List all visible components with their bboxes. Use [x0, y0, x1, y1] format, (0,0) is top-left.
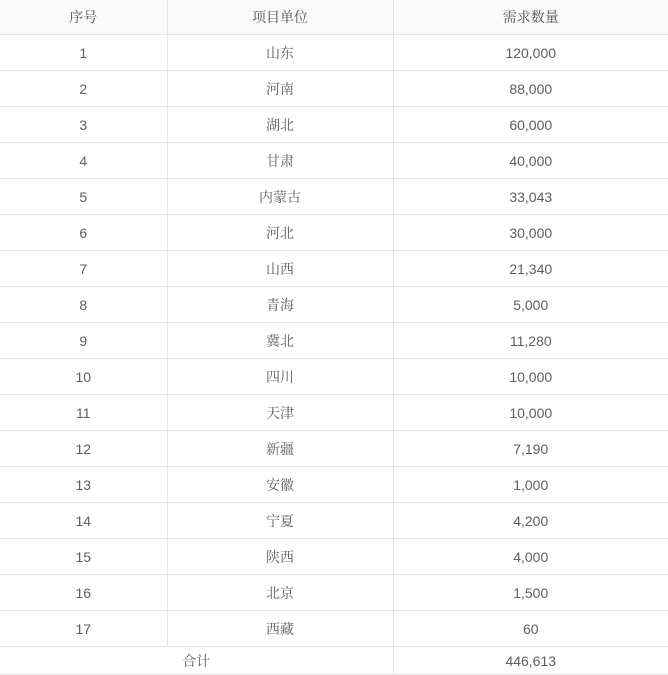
column-header-unit: 项目单位: [167, 0, 393, 35]
demand-quantity-cell: 10,000: [393, 359, 668, 395]
demand-quantity-cell: 30,000: [393, 215, 668, 251]
table-footer: [0, 647, 668, 675]
total-row: [0, 647, 668, 675]
row-index-cell: 9: [0, 323, 167, 359]
project-unit-cell: 山西: [167, 251, 393, 287]
header-row: [0, 0, 668, 35]
demand-quantity-cell: 60: [393, 611, 668, 647]
demand-quantity-cell: 4,200: [393, 503, 668, 539]
table-row: [0, 467, 668, 503]
row-index-cell: 3: [0, 107, 167, 143]
row-index-cell: 13: [0, 467, 167, 503]
project-unit-cell: 山东: [167, 35, 393, 71]
row-index-cell: 16: [0, 575, 167, 611]
table-row: [0, 251, 668, 287]
table-row: [0, 431, 668, 467]
demand-quantity-cell: 10,000: [393, 395, 668, 431]
table-row: [0, 395, 668, 431]
row-index-cell: 4: [0, 143, 167, 179]
row-index-cell: 7: [0, 251, 167, 287]
demand-quantity-cell: 5,000: [393, 287, 668, 323]
table-header: [0, 0, 668, 35]
table-row: [0, 215, 668, 251]
table-row: [0, 611, 668, 647]
demand-quantity-cell: 21,340: [393, 251, 668, 287]
demand-quantity-cell: 40,000: [393, 143, 668, 179]
table-row: [0, 575, 668, 611]
project-unit-cell: 甘肃: [167, 143, 393, 179]
demand-quantity-cell: 60,000: [393, 107, 668, 143]
demand-quantity-cell: 1,500: [393, 575, 668, 611]
row-index-cell: 5: [0, 179, 167, 215]
column-header-quantity: 需求数量: [393, 0, 668, 35]
row-index-cell: 2: [0, 71, 167, 107]
table-row: [0, 107, 668, 143]
project-unit-cell: 西藏: [167, 611, 393, 647]
row-index-cell: 14: [0, 503, 167, 539]
row-index-cell: 12: [0, 431, 167, 467]
column-header-index: 序号: [0, 0, 167, 35]
table-row: [0, 71, 668, 107]
project-unit-cell: 内蒙古: [167, 179, 393, 215]
table-body: [0, 35, 668, 647]
table-row: [0, 143, 668, 179]
table-row: [0, 35, 668, 71]
row-index-cell: 1: [0, 35, 167, 71]
project-unit-cell: 四川: [167, 359, 393, 395]
project-unit-cell: 冀北: [167, 323, 393, 359]
row-index-cell: 15: [0, 539, 167, 575]
project-unit-cell: 河南: [167, 71, 393, 107]
row-index-cell: 17: [0, 611, 167, 647]
project-unit-cell: 新疆: [167, 431, 393, 467]
demand-quantity-cell: 11,280: [393, 323, 668, 359]
project-unit-cell: 青海: [167, 287, 393, 323]
demand-quantity-cell: 1,000: [393, 467, 668, 503]
project-unit-cell: 天津: [167, 395, 393, 431]
project-unit-cell: 宁夏: [167, 503, 393, 539]
table-row: [0, 323, 668, 359]
demand-quantity-cell: 120,000: [393, 35, 668, 71]
project-unit-cell: 湖北: [167, 107, 393, 143]
demand-quantity-cell: 7,190: [393, 431, 668, 467]
table-row: [0, 179, 668, 215]
demand-quantity-cell: 4,000: [393, 539, 668, 575]
row-index-cell: 8: [0, 287, 167, 323]
table-row: [0, 503, 668, 539]
demand-quantity-cell: 88,000: [393, 71, 668, 107]
demand-quantity-cell: 33,043: [393, 179, 668, 215]
table-row: [0, 539, 668, 575]
project-unit-cell: 陕西: [167, 539, 393, 575]
total-label: 合计: [0, 647, 393, 675]
row-index-cell: 10: [0, 359, 167, 395]
row-index-cell: 11: [0, 395, 167, 431]
row-index-cell: 6: [0, 215, 167, 251]
project-unit-cell: 河北: [167, 215, 393, 251]
project-unit-cell: 安徽: [167, 467, 393, 503]
project-unit-cell: 北京: [167, 575, 393, 611]
table-row: [0, 359, 668, 395]
table-row: [0, 287, 668, 323]
total-value: 446,613: [393, 647, 668, 675]
